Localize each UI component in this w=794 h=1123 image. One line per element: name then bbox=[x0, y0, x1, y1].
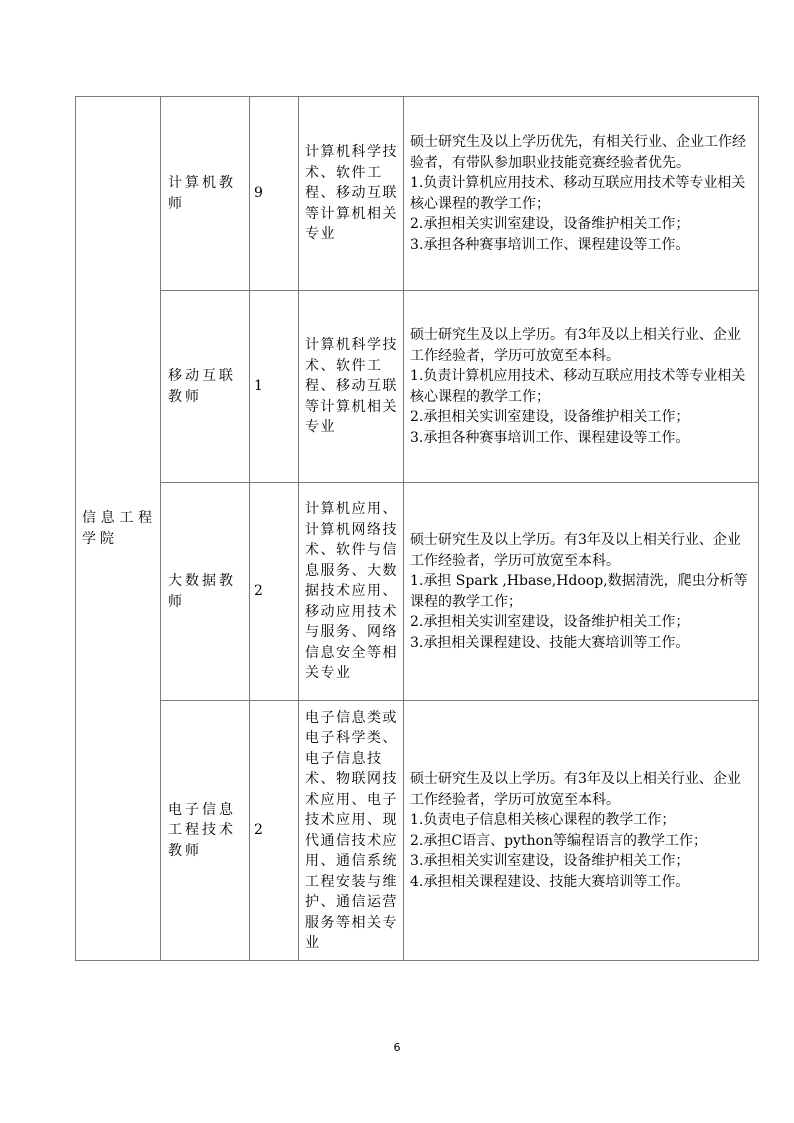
requirement-line: 1.承担 Spark ,Hbase,Hdoop,数据清洗，爬虫分析等课程的教学工作； bbox=[410, 573, 748, 610]
count-cell: 2 bbox=[250, 701, 299, 961]
requirement-line: 2.承担相关实训室建设，设备维护相关工作； bbox=[410, 216, 690, 232]
count-cell: 1 bbox=[250, 291, 299, 483]
requirement-line: 2.承担相关实训室建设，设备维护相关工作； bbox=[410, 614, 690, 630]
table-row bbox=[76, 483, 759, 701]
requirements-cell bbox=[404, 291, 759, 483]
requirement-line: 1.负责计算机应用技术、移动互联应用技术等专业相关核心课程的教学工作； bbox=[410, 368, 746, 405]
requirement-line: 1.负责电子信息相关核心课程的教学工作； bbox=[410, 812, 676, 828]
page-number: 6 bbox=[393, 1041, 401, 1054]
requirement-line: 2.承担C语言、python等编程语言的教学工作； bbox=[410, 832, 708, 849]
position-cell: 移动互联教师 bbox=[161, 291, 250, 483]
table-row bbox=[76, 701, 759, 961]
count-cell: 9 bbox=[250, 97, 299, 291]
requirements-cell bbox=[404, 701, 759, 961]
major-cell: 计算机应用、计算机网络技术、软件与信息服务、大数据技术应用、移动应用技术与服务、网络信息安全等相关专业 bbox=[299, 483, 404, 701]
requirement-line: 3.承担各种赛事培训工作、课程建设等工作。 bbox=[410, 236, 690, 253]
college-cell: 信息工程学院 bbox=[76, 97, 161, 961]
requirement-line: 硕士研究生及以上学历。有3年及以上相关行业、企业工作经验者，学历可放宽至本科。 bbox=[410, 327, 741, 364]
major-cell: 计算机科学技术、软件工程、移动互联等计算机相关专业 bbox=[299, 97, 404, 291]
requirement-line: 硕士研究生及以上学历优先，有相关行业、企业工作经验者，有带队参加职业技能竞赛经验者优先。 bbox=[410, 134, 746, 171]
count-cell: 2 bbox=[250, 483, 299, 701]
major-cell: 计算机科学技术、软件工程、移动互联等计算机相关专业 bbox=[299, 291, 404, 483]
requirement-line: 3.承担相关实训室建设，设备维护相关工作； bbox=[410, 853, 690, 869]
requirements-cell bbox=[404, 483, 759, 701]
recruitment-table bbox=[75, 96, 759, 961]
requirement-line: 2.承担相关实训室建设，设备维护相关工作； bbox=[410, 409, 690, 425]
requirement-line: 4.承担相关课程建设、技能大赛培训等工作。 bbox=[410, 873, 690, 890]
position-cell: 大数据教师 bbox=[161, 483, 250, 701]
requirement-line: 3.承担各种赛事培训工作、课程建设等工作。 bbox=[410, 429, 690, 446]
requirement-line: 硕士研究生及以上学历。有3年及以上相关行业、企业工作经验者，学历可放宽至本科。 bbox=[410, 532, 741, 569]
table-row bbox=[76, 291, 759, 483]
requirements-cell bbox=[404, 97, 759, 291]
position-cell: 电子信息工程技术教师 bbox=[161, 701, 250, 961]
major-cell: 电子信息类或电子科学类、电子信息技术、物联网技术应用、电子技术应用、现代通信技术应用、通信系统工程安装与维护、通信运营服务等相关专业 bbox=[299, 701, 404, 961]
requirement-line: 硕士研究生及以上学历。有3年及以上相关行业、企业工作经验者，学历可放宽至本科。 bbox=[410, 771, 741, 808]
table-row bbox=[76, 97, 759, 291]
requirement-line: 1.负责计算机应用技术、移动互联应用技术等专业相关核心课程的教学工作； bbox=[410, 175, 746, 212]
position-cell: 计算机教师 bbox=[161, 97, 250, 291]
requirement-line: 3.承担相关课程建设、技能大赛培训等工作。 bbox=[410, 634, 690, 651]
